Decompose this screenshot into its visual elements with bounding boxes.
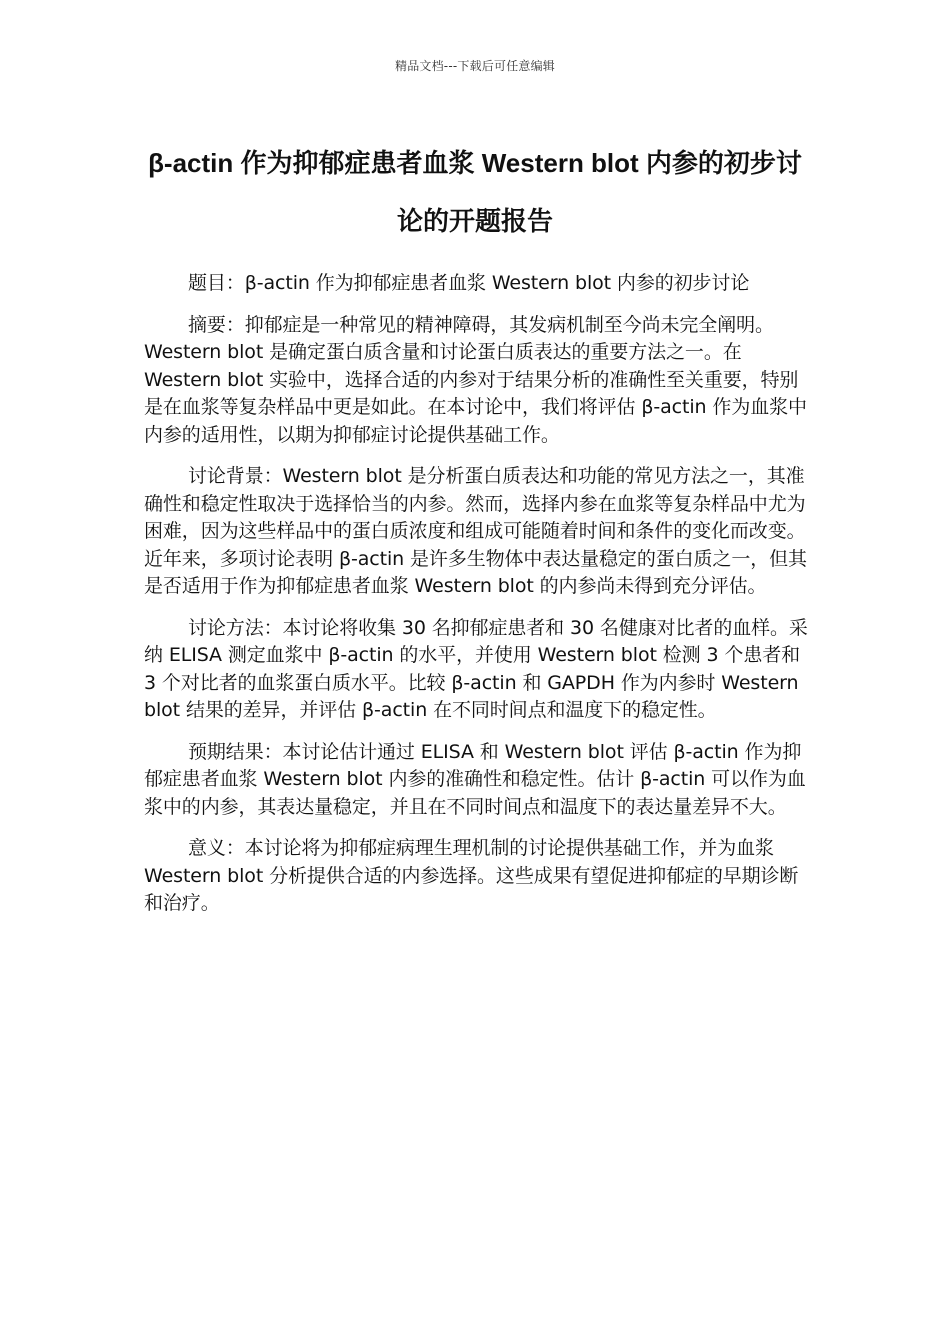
paragraph-significance: 意义：本讨论将为抑郁症病理生理机制的讨论提供基础工作，并为血浆 Western blot 分析提供合适的内参选择。这些成果有望促进抑郁症的早期诊断和治疗。 bbox=[144, 837, 799, 914]
page-header-note: 精品文档---下载后可任意编辑 bbox=[395, 59, 555, 73]
paragraph-expected-results: 预期结果：本讨论估计通过 ELISA 和 Western blot 评估 β-actin 作为抑郁症患者血浆 Western blot 内参的准确性和稳定性。估计 β-actin 可以作为血浆中的内参，其表达量稳定，并且在不同时间点和温度下的表达量差异不大。 bbox=[144, 740, 806, 818]
document-title: β-actin 作为抑郁症患者血浆 Western blot 内参的初步讨论的开题报告 bbox=[148, 148, 802, 236]
paragraph-background: 讨论背景：Western blot 是分析蛋白质表达和功能的常见方法之一，其准确性和稳定性取决于选择恰当的内参。然而，选择内参在血浆等复杂样品中尤为困难，因为这些样品中的蛋白质浓度和组成可能随着时间和条件的变化而改变。近年来，多项讨论表明 β-actin 是许多生物体中表达量稳定的蛋白质之一，但其是否适用于作为抑郁症患者血浆 Western blot 的内参尚未得到充分评估。 bbox=[144, 465, 807, 597]
document-body bbox=[144, 270, 810, 932]
paragraph-topic: 题目：β-actin 作为抑郁症患者血浆 Western blot 内参的初步讨论 bbox=[188, 272, 750, 294]
paragraph-abstract: 摘要：抑郁症是一种常见的精神障碍，其发病机制至今尚未完全阐明。Western blot 是确定蛋白质含量和讨论蛋白质表达的重要方法之一。在 Western blot 实验中，选择合适的内参对于结果分析的准确性至关重要，特别是在血浆等复杂样品中更是如此。在本讨论中，我们将评估 β-actin 作为血浆中内参的适用性，以期为抑郁症讨论提供基础工作。 bbox=[144, 313, 807, 446]
paragraph-methods: 讨论方法：本讨论将收集 30 名抑郁症患者和 30 名健康对比者的血样。采纳 ELISA 测定血浆中 β-actin 的水平，并使用 Western blot 检测 3 个患者和 3 个对比者的血浆蛋白质水平。比较 β-actin 和 GAPDH 作为内参时 Western blot 结果的差异，并评估 β-actin 在不同时间点和温度下的稳定性。 bbox=[144, 616, 808, 721]
